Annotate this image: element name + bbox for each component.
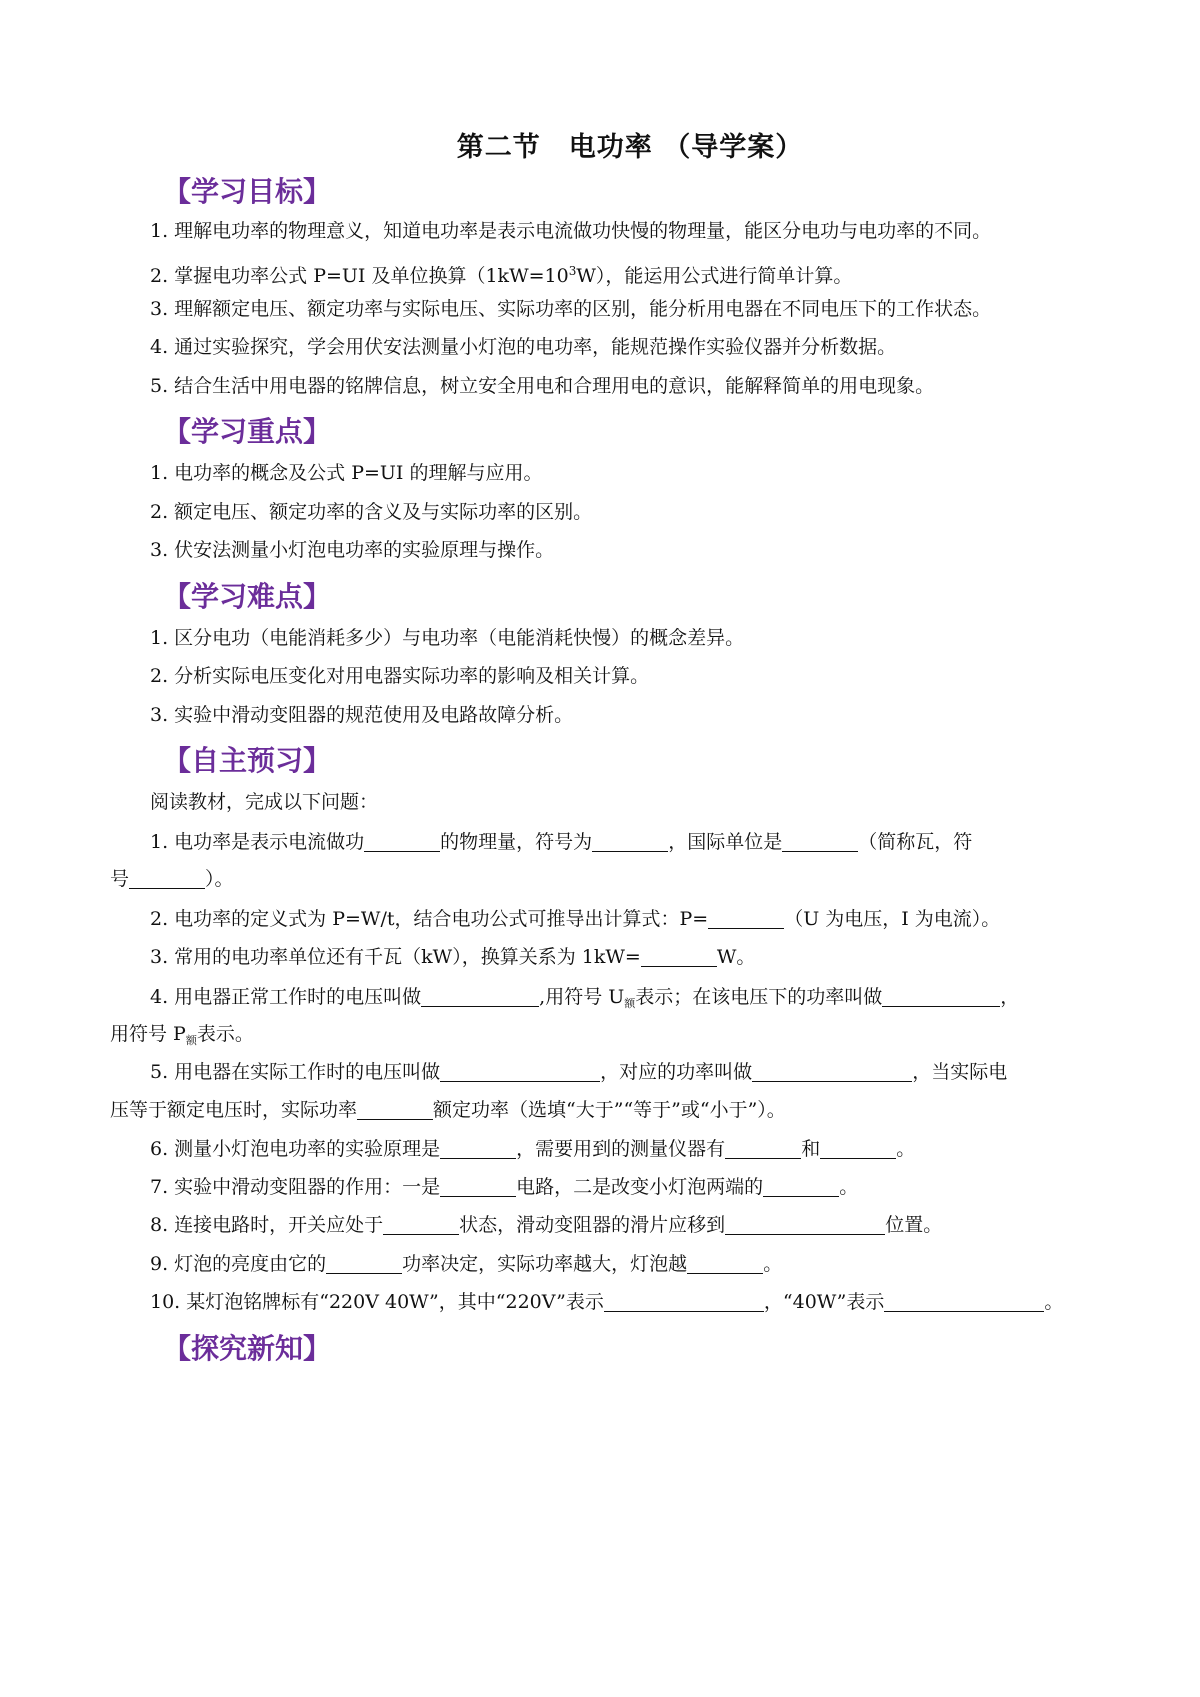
difficult-point-item: 3. 实验中滑动变阻器的规范使用及电路故障分析。 <box>150 704 574 726</box>
section-heading-goals: 【学习目标】 <box>163 175 332 208</box>
answer-blank[interactable] <box>440 1176 516 1197</box>
key-point-item: 1. 电功率的概念及公式 P=UI 的理解与应用。 <box>150 462 543 484</box>
answer-blank[interactable] <box>641 946 717 967</box>
answer-blank[interactable] <box>782 831 858 852</box>
question-4-continued: 用符号 $P_额$表示。 <box>110 1023 254 1047</box>
goal-item: 4. 通过实验探究，学会用伏安法测量小灯泡的电功率，能规范操作实验仪器并分析数据。 <box>150 336 897 358</box>
goal-item: 1. 理解电功率的物理意义，知道电功率是表示电流做功快慢的物理量，能区分电功与电功率的不同。 <box>150 220 992 242</box>
question-3: 3. 常用的电功率单位还有千瓦（kW），换算关系为 1kW= W。 <box>150 946 756 968</box>
question-1-continued: 号 ）。 <box>110 868 234 890</box>
goal-item: 5. 结合生活中用电器的铭牌信息，树立安全用电和合理用电的意识，能解释简单的用电现象。 <box>150 375 935 397</box>
goal-item: 3. 理解额定电压、额定功率与实际电压、实际功率的区别，能分析用电器在不同电压下的工作状态。 <box>150 298 992 320</box>
question-7: 7. 实验中滑动变阻器的作用：一是 电路，二是改变小灯泡两端的 。 <box>150 1176 859 1198</box>
key-point-item: 2. 额定电压、额定功率的含义及与实际功率的区别。 <box>150 501 593 523</box>
answer-blank[interactable] <box>725 1214 885 1235</box>
answer-blank[interactable] <box>440 1138 516 1159</box>
question-4: 4. 用电器正常工作时的电压叫做 ,用符号 $U_额$表示；在该电压下的功率叫做 ， <box>150 986 1020 1010</box>
question-5: 5. 用电器在实际工作时的电压叫做 ，对应的功率叫做 ，当实际电 <box>150 1061 1008 1083</box>
answer-blank[interactable] <box>592 831 668 852</box>
answer-blank[interactable] <box>604 1291 764 1312</box>
difficult-point-item: 1. 区分电功（电能消耗多少）与电功率（电能消耗快慢）的概念差异。 <box>150 627 745 649</box>
answer-blank[interactable] <box>421 986 539 1007</box>
page-title: 第二节 电功率 （导学案） <box>456 132 804 163</box>
section-heading-difficult-points: 【学习难点】 <box>163 580 332 613</box>
answer-blank[interactable] <box>725 1138 801 1159</box>
question-9: 9. 灯泡的亮度由它的 功率决定，实际功率越大，灯泡越 。 <box>150 1253 783 1275</box>
section-heading-key-points: 【学习重点】 <box>163 415 332 448</box>
question-6: 6. 测量小灯泡电功率的实验原理是 ，需要用到的测量仪器有 和 。 <box>150 1138 916 1160</box>
question-2: 2. 电功率的定义式为 P=W/t，结合电功公式可推导出计算式：P= （U 为电压，I 为电流）。 <box>150 908 1001 930</box>
answer-blank[interactable] <box>763 1176 839 1197</box>
answer-blank[interactable] <box>364 831 440 852</box>
goal-item: 2. 掌握电功率公式 P=UI 及单位换算$(1kW=10^3W)$，能运用公式进行简单计算。 <box>150 264 853 287</box>
difficult-point-item: 2. 分析实际电压变化对用电器实际功率的影响及相关计算。 <box>150 665 650 687</box>
answer-blank[interactable] <box>326 1253 402 1274</box>
answer-blank[interactable] <box>882 986 1000 1007</box>
answer-blank[interactable] <box>129 868 205 889</box>
section-heading-explore: 【探究新知】 <box>163 1332 332 1365</box>
question-8: 8. 连接电路时，开关应处于 状态，滑动变阻器的滑片应移到 位置。 <box>150 1214 943 1236</box>
key-point-item: 3. 伏安法测量小灯泡电功率的实验原理与操作。 <box>150 539 555 561</box>
answer-blank[interactable] <box>884 1291 1044 1312</box>
answer-blank[interactable] <box>687 1253 763 1274</box>
preview-intro: 阅读教材，完成以下问题： <box>150 791 379 813</box>
question-10: 10. 某灯泡铭牌标有“220V 40W”，其中“220V”表示 ，“40W”表示 。 <box>150 1291 1064 1313</box>
answer-blank[interactable] <box>752 1061 912 1082</box>
answer-blank[interactable] <box>820 1138 896 1159</box>
answer-blank[interactable] <box>708 908 784 929</box>
answer-blank[interactable] <box>383 1214 459 1235</box>
superscript: 3 <box>568 264 577 278</box>
section-heading-preview: 【自主预习】 <box>163 744 332 777</box>
answer-blank[interactable] <box>357 1099 433 1120</box>
answer-blank[interactable] <box>440 1061 600 1082</box>
question-5-continued: 压等于额定电压时，实际功率 额定功率（选填“大于”“等于”或“小于”）。 <box>110 1099 786 1121</box>
question-1: 1. 电功率是表示电流做功 的物理量，符号为 ，国际单位是 （简称瓦，符 <box>150 831 973 853</box>
